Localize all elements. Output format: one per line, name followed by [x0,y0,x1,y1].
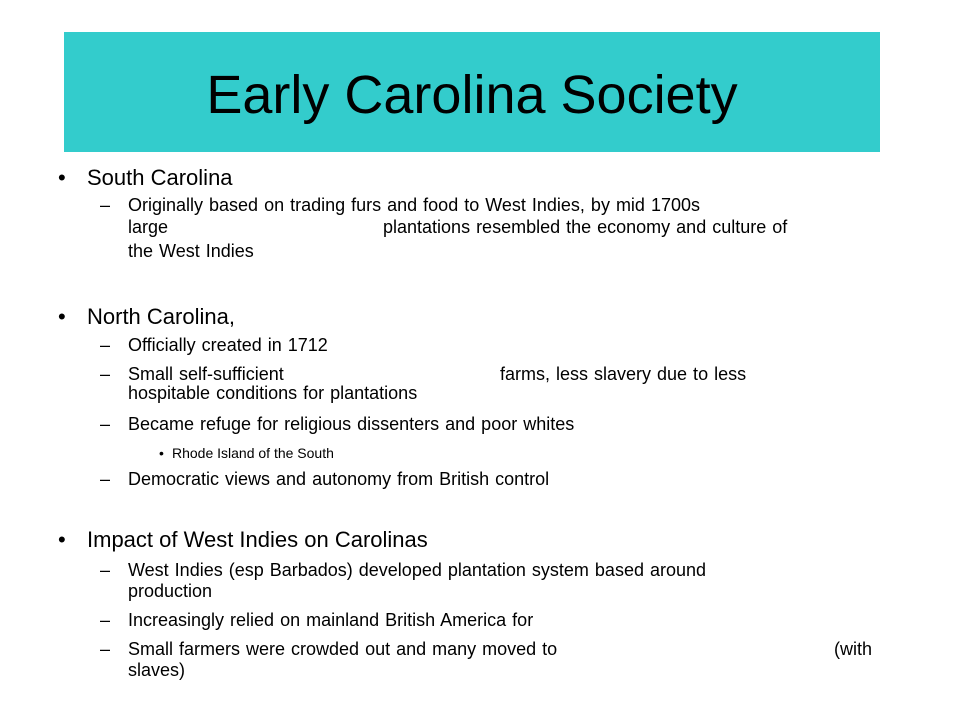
dash-icon: – [100,364,111,384]
list-item-text: Increasingly relied on mainland British America for [128,610,534,630]
list-item-continuation [128,218,168,236]
section-heading-north-carolina [58,304,235,329]
list-item-text: plantations resembled the economy and culture of [383,217,788,237]
list-item [100,335,328,355]
list-item [100,560,707,580]
list-item-continuation [383,218,787,236]
dash-icon: – [100,639,111,659]
sub-list-item-text: Rhode Island of the South [172,445,334,461]
list-item-continuation [128,384,417,402]
bullet-icon: • [58,527,66,552]
list-item-text: Democratic views and autonomy from British control [128,469,550,489]
list-item-text: Officially created in 1712 [128,335,328,355]
dash-icon: – [100,560,111,580]
section-heading-text: South Carolina [87,165,233,190]
slide-title: Early Carolina Society [206,65,738,125]
list-item [100,610,534,630]
list-item-text: Small farmers were crowded out and many moved to [128,639,558,659]
bullet-icon: • [159,445,164,461]
dash-icon: – [100,469,111,489]
list-item-text: Originally based on trading furs and food to West Indies, by mid 1700s [128,195,700,215]
list-item-text: Became refuge for religious dissenters and poor whites [128,414,575,434]
sub-list-item [159,445,334,461]
list-item [100,195,700,215]
list-item-text: farms, less slavery due to less [500,364,747,384]
list-item-continuation [128,661,185,679]
list-item-text: large [128,217,169,237]
section-heading-text: North Carolina, [87,304,235,329]
list-item-text: hospitable conditions for plantations [128,383,418,403]
bullet-icon: • [58,304,66,329]
list-item [100,414,575,434]
list-item-continuation [128,582,212,600]
list-item-text: the West Indies [128,241,254,261]
list-item-continuation [128,242,254,260]
section-heading-impact [58,527,428,552]
list-item-text: slaves) [128,660,186,680]
list-item-text: (with [834,639,873,659]
list-item-continuation [500,365,746,383]
dash-icon: – [100,414,111,434]
bullet-icon: • [58,165,66,190]
list-item [100,639,558,659]
dash-icon: – [100,335,111,355]
section-heading-text: Impact of West Indies on Carolinas [87,527,428,552]
dash-icon: – [100,195,111,215]
list-item [100,469,550,489]
list-item [100,364,284,384]
list-item-text: West Indies (esp Barbados) developed plantation system based around [128,560,707,580]
section-heading-south-carolina [58,165,233,190]
dash-icon: – [100,610,111,630]
list-item-text: Small self-sufficient [128,364,284,384]
list-item-text: production [128,581,213,601]
list-item-continuation [834,640,872,658]
